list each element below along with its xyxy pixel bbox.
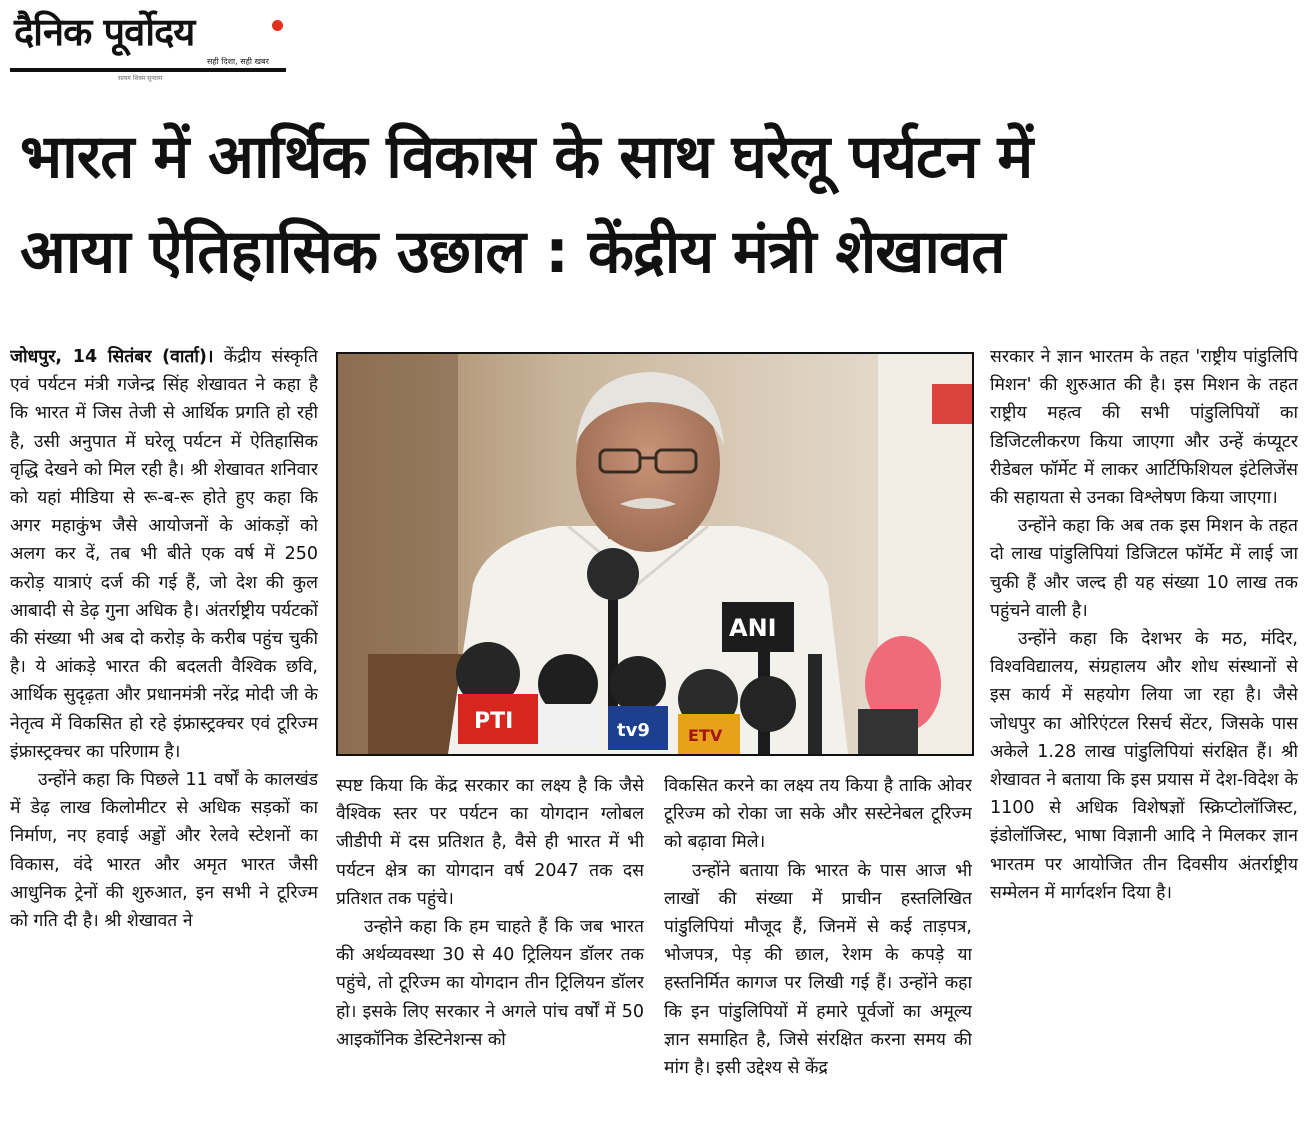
masthead [10, 8, 286, 82]
article-column-3 [664, 772, 972, 1144]
press-conference-photo [336, 352, 974, 756]
headline-line-2: आया ऐतिहासिक उछाल : केंद्रीय मंत्री शेखावत [20, 217, 1005, 287]
column-1-paragraph-2: उन्होंने कहा कि पिछले 11 वर्षों के कालखंड में डेढ़ लाख किलोमीटर से अधिक सड़कों का निर्माण, नए हवाई अड्डों और रेलवे स्टेशनों का विकास, वंदे भारत और अमृत भारत जैसी आधुनिक ट्रेनों की शुरुआत, इन सभी ने टूरिज्म को गति दी है। श्री शेखावत ने [10, 770, 318, 932]
column-4-paragraph-3: उन्होंने कहा कि देशभर के मठ, मंदिर, विश्वविद्यालय, संग्रहालय और शोध संस्थानों से इस कार्य में सहयोग लिया जा रहा है। जैसे जोधपुर का ओरिएंटल रिसर्च सेंटर, जिसके पास अकेले 1.28 लाख पांडुलिपियां संरक्षित हैं। श्री शेखावत ने बताया कि इस प्रयास में देश-विदेश के 1100 से अधिक विशेषज्ञों स्क्रिप्टोलॉजिस्ट, इंडोलॉजिस्ट, भाषा विज्ञानी आदि ने मिलकर ज्ञान भारतम पर आयोजित तीन दिवसीय अंतर्राष्ट्रीय सम्मेलन में मार्गदर्शन दिया है। [990, 629, 1298, 903]
column-4-paragraph-2: उन्होंने कहा कि अब तक इस मिशन के तहत दो लाख पांडुलिपियां डिजिटल फॉर्मेट में लाई जा चुकी हैं और जल्द ही यह संख्या 10 लाख तक पहुंचने वाली है। [990, 516, 1298, 621]
logo-dot-icon [272, 20, 283, 31]
mic-label-ani: ANI [729, 614, 777, 642]
mic-label-tv9: tv9 [617, 720, 650, 741]
photo-illustration [338, 354, 972, 754]
masthead-subline: सत्यम शिवम सुन्दरम [118, 75, 163, 82]
column-3-paragraph-2: उन्होंने बताया कि भारत के पास आज भी लाखों की संख्या में प्राचीन हस्तलिखित पांडुलिपियां मौजूद हैं, जिनमें से कई ताड़पत्र, भोजपत्र, पेड़ की छाल, रेशम के कपड़े या हस्तनिर्मित कागज पर लिखी गई हैं। उन्होंने कहा कि इन पांडुलिपियों में हमारे पूर्वजों का अमूल्य ज्ञान समाहित है, जिसे संरक्षित करना समय की मांग है। इसी उद्देश्य से केंद्र [664, 860, 972, 1079]
column-4-paragraph-1: सरकार ने ज्ञान भारतम के तहत 'राष्ट्रीय पांडुलिपि मिशन' की शुरुआत की है। इस मिशन के तहत राष्ट्रीय महत्व की सभी पांडुलिपियों का डिजिटलीकरण किया जाएगा और उन्हें कंप्यूटर रीडेबल फॉर्मेट में लाकर आर्टिफिशियल इंटेलिजेंस की सहायता से उनका विश्लेषण किया जाएगा। [990, 347, 1298, 509]
headline-line-1: भारत में आर्थिक विकास के साथ घरेलू पर्यटन में [20, 122, 1033, 192]
column-1-paragraph-1 [10, 343, 318, 766]
dateline: जोधपुर, 14 सितंबर (वार्ता)। [10, 347, 214, 367]
article-column-2 [336, 772, 644, 1144]
column-2-paragraph-1: स्पष्ट किया कि केंद्र सरकार का लक्ष्य है कि जैसे वैश्विक स्तर पर पर्यटन का योगदान ग्लोबल जीडीपी में दस प्रतिशत है, वैसे ही भारत में भी पर्यटन क्षेत्र का योगदान वर्ष 2047 तक दस प्रतिशत तक पहुंचे। [336, 776, 644, 909]
newspaper-tagline: सही दिशा, सही खबर [207, 57, 269, 66]
mic-label-etv: ETV [688, 726, 723, 745]
column-2-paragraph-2: उन्होने कहा कि हम चाहते हैं कि जब भारत की अर्थव्यवस्था 30 से 40 ट्रिलियन डॉलर तक पहुंचे, तो टूरिज्म का योगदान तीन ट्रिलियन डॉलर हो। इसके लिए सरकार ने अगले पांच वर्षों में 50 आइकॉनिक डेस्टिनेशन्स को [336, 917, 644, 1050]
article-column-4 [990, 343, 1298, 1143]
article-headline [20, 110, 1290, 300]
column-3-paragraph-1: विकसित करने का लक्ष्य तय किया है ताकि ओवर टूरिज्म को रोका जा सके और सस्टेनेबल टूरिज्म को बढ़ावा मिले। [664, 776, 972, 853]
newspaper-title: दैनिक पूर्वोदय [14, 10, 195, 54]
paragraph-text: केंद्रीय संस्कृति एवं पर्यटन मंत्री गजेन्द्र सिंह शेखावत ने कहा है कि भारत में जिस तेजी से आर्थिक प्रगति हो रही है, उसी अनुपात में घरेलू पर्यटन में ऐतिहासिक वृद्धि देखने को मिल रही है। श्री शेखावत शनिवार को यहां मीडिया से रू-ब-रू होते हुए कहा कि अगर महाकुंभ जैसे आयोजनों के आंकड़ों को अलग कर दें, तब भी बीते एक वर्ष में 250 करोड़ यात्राएं दर्ज की गई हैं, जो देश की कुल आबादी से डेढ़ गुना अधिक है। अंतर्राष्ट्रीय पर्यटकों की संख्या भी अब दो करोड़ के करीब पहुंच चुकी है। ये आंकड़े भारत की बदलती वैश्विक छवि, आर्थिक सुदृढ़ता और प्रधानमंत्री नरेंद्र मोदी जी के नेतृत्व में विकसित हो रहे इंफ्रास्ट्रक्चर एवं टूरिज्म इंफ्रास्ट्रक्चर का परिणाम है। [10, 347, 318, 762]
masthead-rule [10, 68, 286, 72]
mic-label-pti: PTI [474, 709, 514, 734]
article-column-1 [10, 343, 318, 1143]
